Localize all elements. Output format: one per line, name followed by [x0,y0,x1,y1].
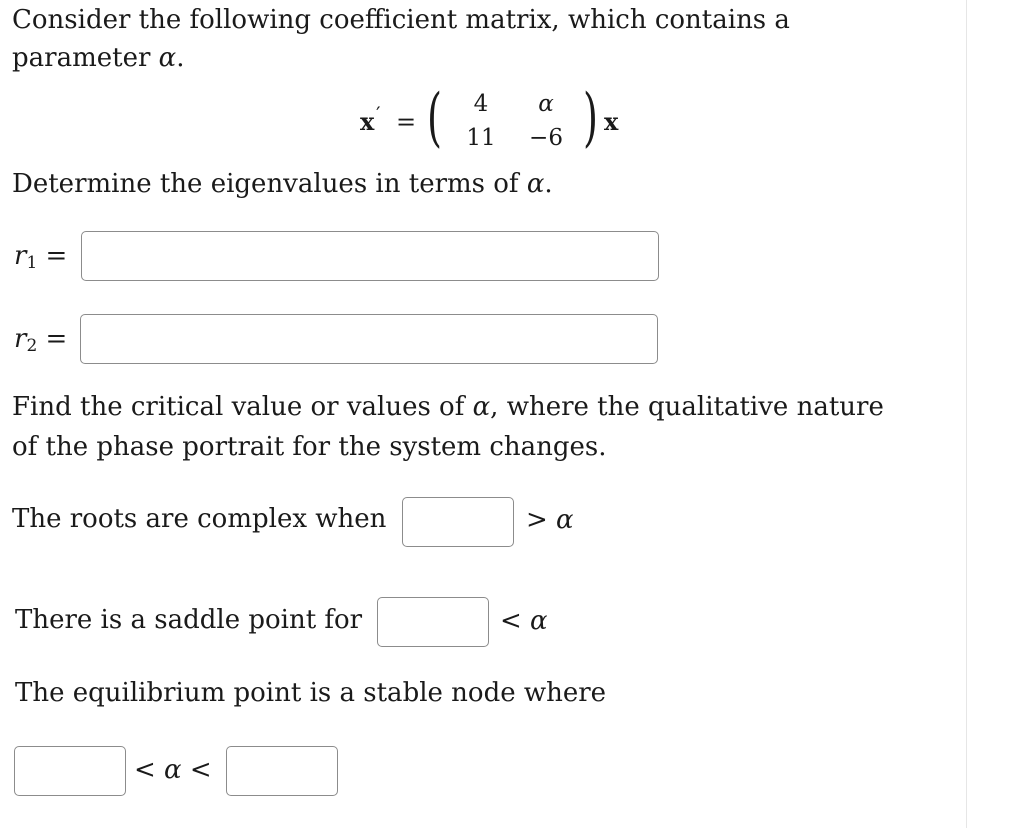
intro-line-1: Consider the following coefficient matrix, which contains a [12,5,790,35]
matrix-cell-2-2: −6 [529,125,563,151]
eigen-prompt-end: . [544,169,553,199]
intro-line-2 [12,41,184,75]
stable-node-lower-answer-box [14,746,126,796]
left-paren: ( [426,81,442,155]
alpha-symbol: α [526,169,545,199]
stable-node-upper-input[interactable] [227,747,337,795]
critical-prompt-text: Find the critical value or values of [12,392,473,422]
stable-node-relation: < α < [134,755,212,785]
r2-input[interactable] [81,315,657,363]
stable-node-upper-answer-box [226,746,338,796]
matrix-equation [360,82,630,162]
r2-var: r [14,324,27,354]
r1-subscript: 1 [26,253,38,273]
stable-node-lower-input[interactable] [15,747,125,795]
rhs-vector-x: x [604,107,619,136]
r1-equals: = [45,241,68,271]
alpha-symbol: α [472,392,491,422]
intro-line-2-text: parameter [12,43,159,73]
r1-input[interactable] [82,232,658,280]
r2-subscript: 2 [26,336,38,356]
saddle-point-label: There is a saddle point for [15,605,363,635]
r1-answer-box [81,231,659,281]
matrix-cell-1-1: 4 [473,91,489,117]
r2-label [14,322,67,363]
critical-prompt-line-1 [12,390,884,424]
lhs-vector-x: x [360,107,375,136]
intro-line-2-end: . [176,43,185,73]
complex-roots-answer-box [402,497,514,547]
complex-roots-label: The roots are complex when [12,504,387,534]
saddle-point-answer-box [377,597,489,647]
critical-prompt-end: , where the qualitative nature [490,392,884,422]
r2-equals: = [45,324,68,354]
right-paren: ) [582,81,598,155]
r2-answer-box [80,314,658,364]
alpha-symbol: α [158,43,177,73]
eigen-prompt [12,167,553,201]
page-right-border [966,0,967,828]
saddle-point-input[interactable] [378,598,488,646]
saddle-point-relation: < α [500,606,548,636]
stable-node-label: The equilibrium point is a stable node where [15,678,607,708]
r1-var: r [14,241,27,271]
prime-mark: ′ [376,102,381,126]
r1-label [14,239,67,280]
matrix-cell-2-1: 11 [466,125,496,151]
complex-roots-relation: > α [526,505,574,535]
eigen-prompt-text: Determine the eigenvalues in terms of [12,169,527,199]
complex-roots-input[interactable] [403,498,513,546]
equals-sign: = [396,108,417,136]
matrix-cell-1-2: α [538,91,554,117]
critical-prompt-line-2: of the phase portrait for the system changes. [12,432,607,462]
